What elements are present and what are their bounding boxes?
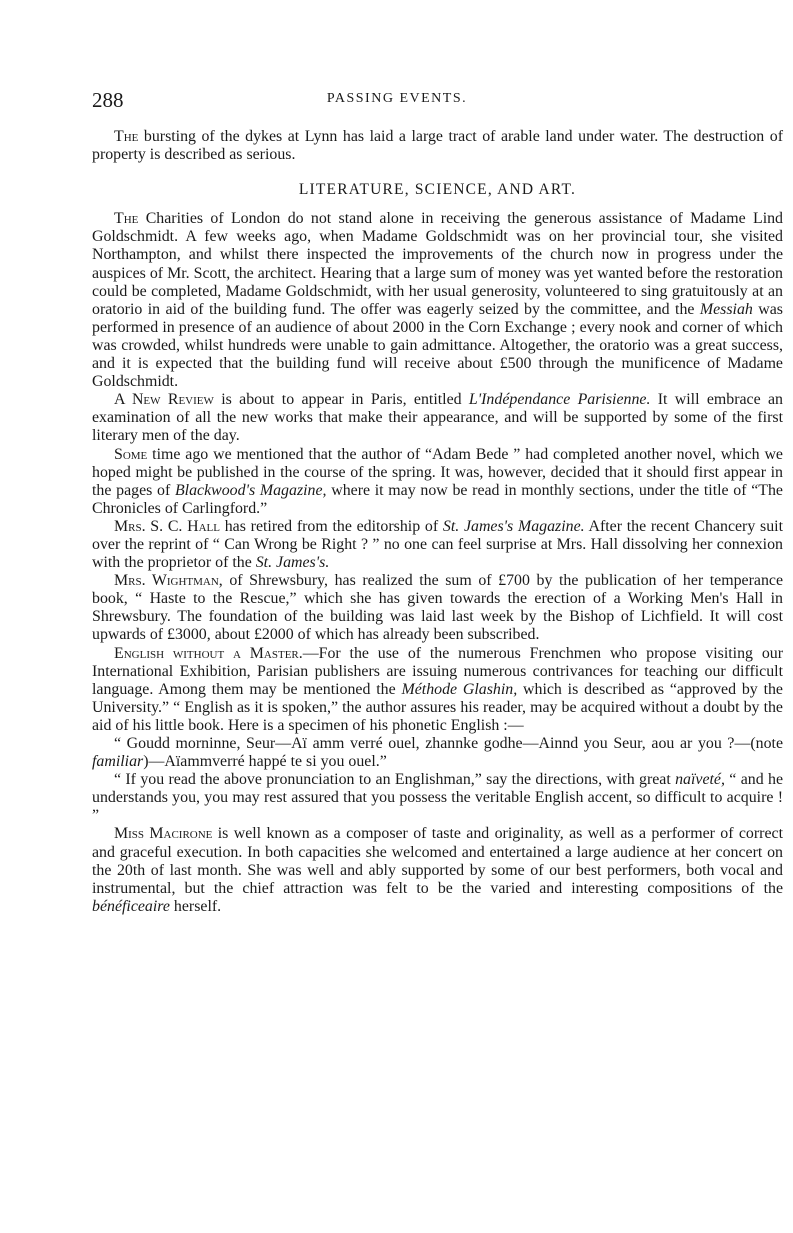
title-italic: St. James's Magazine. xyxy=(442,517,585,535)
paragraph-text: time ago we mentioned that the author of “Adam Bede ” had completed another novel, which we hoped might be published in the course of the spring. It was, however, decided that it should first appear in the pages of xyxy=(92,445,783,499)
paragraph-adam-bede xyxy=(92,446,783,518)
paragraph-wightman xyxy=(92,572,783,644)
lead-word: English without a Master. xyxy=(114,644,303,662)
lead-word: The xyxy=(114,128,139,145)
italic-word: familiar xyxy=(92,753,144,771)
paragraph-mrs-hall xyxy=(92,518,783,572)
running-head xyxy=(92,88,702,112)
paragraph-text: is well known as a composer of taste and originality, as well as a performer of correct and graceful execution. In both capacities she welcomed and entertained a large audience at her concert on the 20th of last month. She was well and ably supported by some of our best performers, both vocal and instrumental, but the chief attraction was felt to be the varied and interesting compositions of the xyxy=(92,825,783,897)
title-italic: St. James's. xyxy=(255,554,330,572)
section-heading: LITERATURE, SCIENCE, AND ART. xyxy=(298,181,577,199)
paragraph-text: —For the use of the numerous Frenchmen who propose visiting our International Exhibition, Parisian publishers are issuing numerous contrivances for teaching our difficult language. Among them may be mentioned the xyxy=(92,644,783,698)
paragraph-macirone xyxy=(92,825,783,915)
lead-word: Mrs. S. C. Hall xyxy=(114,517,220,535)
paragraph-text: )—Aïammverré happé te si you ouel.” xyxy=(143,753,387,771)
paragraph-text: Charities of London do not stand alone in receiving the generous assistance of Madame Lind Goldschmidt. A few weeks ago, when Madame Goldschmidt was on her provincial tour, she visited Northampton, and whilst there inspected the improvements of the church now in progress under the auspices of Mr. Scott, the architect. Hearing that a large sum of money was yet wanted before the restoration could be completed, Madame Goldschmidt, with her usual generosity, volunteered to sing gratuitously at an oratorio in aid of the building fund. The offer was eagerly seized by the committee, and the xyxy=(92,210,783,318)
paragraph-text: It will embrace an examination of all the new works that make their appearance, and will be supported by some of the first literary men of the day. xyxy=(92,391,783,445)
paragraph-text: has retired from the editorship of xyxy=(220,517,443,535)
paragraph-text: “ and he understands you, you may rest assured that you possess the veritable English accent, so difficult to acquire ! ” xyxy=(92,771,783,825)
page-number: 288 xyxy=(92,88,124,112)
paragraph-directions xyxy=(92,771,783,825)
paragraph-english xyxy=(92,645,783,735)
paragraph-text: which is described as “approved by the University.” “ English as it is spoken,” the author assures his reader, may be acquired without a doubt by the aid of his little book. Here is a specimen of his phonetic English :— xyxy=(92,680,783,734)
paragraph-goldschmidt xyxy=(92,210,783,391)
page-body xyxy=(92,128,783,916)
paragraph-text: was performed in presence of an audience of about 2000 in the Corn Exchange ; every nook and corner of which was crowded, whilst hundreds were unable to gain admittance. Altogether, the oratorio was a great success, and it is expected that the building fund will receive about £500 through the munificence of Madame Goldschmidt. xyxy=(92,300,783,391)
article-word: A xyxy=(114,391,125,409)
lead-word: Some xyxy=(114,445,148,463)
italic-word: naïveté, xyxy=(675,771,725,789)
title-italic: Messiah xyxy=(699,300,753,318)
title-italic: L'Indépendance Parisienne. xyxy=(468,391,651,409)
lead-word: The xyxy=(114,210,139,228)
paragraph-text: “ Goudd morninne, Seur—Aï amm verré ouel, zhannke godhe—Ainnd you Seur, aou ar you ?—(note xyxy=(114,735,783,752)
paragraph-phonetic-specimen xyxy=(92,735,783,771)
italic-word: bénéficeaire xyxy=(92,897,170,915)
lead-word: Mrs. Wightman, xyxy=(114,572,223,590)
title-italic: Méthode Glashin, xyxy=(401,680,518,698)
paragraph-text: where it may now be read in monthly sections, under the title of “The Chronicles of Carlingford.” xyxy=(92,481,783,517)
paragraph-text: “ If you read the above pronunciation to an Englishman,” say the directions, with great xyxy=(114,771,676,789)
paragraph-text: bursting of the dykes at Lynn has laid a large tract of arable land under water. The destruction of property is described as serious. xyxy=(92,128,783,164)
paragraph-new-review xyxy=(92,391,783,445)
paragraph-text: of Shrewsbury, has realized the sum of £700 by the publication of her temperance book, “ Haste to the Rescue,” which she has given towards the erection of a Working Men's Hall in Shrewsbury. The foundation of the building was laid last week by the Bishop of Lichfield. It will cost upwards of £3000, about £2000 of which has already been subscribed. xyxy=(92,572,783,644)
running-title: PASSING EVENTS. xyxy=(326,91,468,106)
lead-word: Miss Macirone xyxy=(114,825,213,843)
paragraph-lynn xyxy=(92,128,783,164)
paragraph-text: After the recent Chancery suit over the reprint of “ Can Wrong be Right ? ” no one can feel surprise at Mrs. Hall dissolving her connexion with the proprietor of the xyxy=(92,517,783,572)
paragraph-text: herself. xyxy=(169,897,222,915)
lead-word: New Review xyxy=(131,391,214,409)
paragraph-text: is about to appear in Paris, entitled xyxy=(213,391,469,409)
title-italic: Blackwood's Magazine, xyxy=(174,481,327,499)
